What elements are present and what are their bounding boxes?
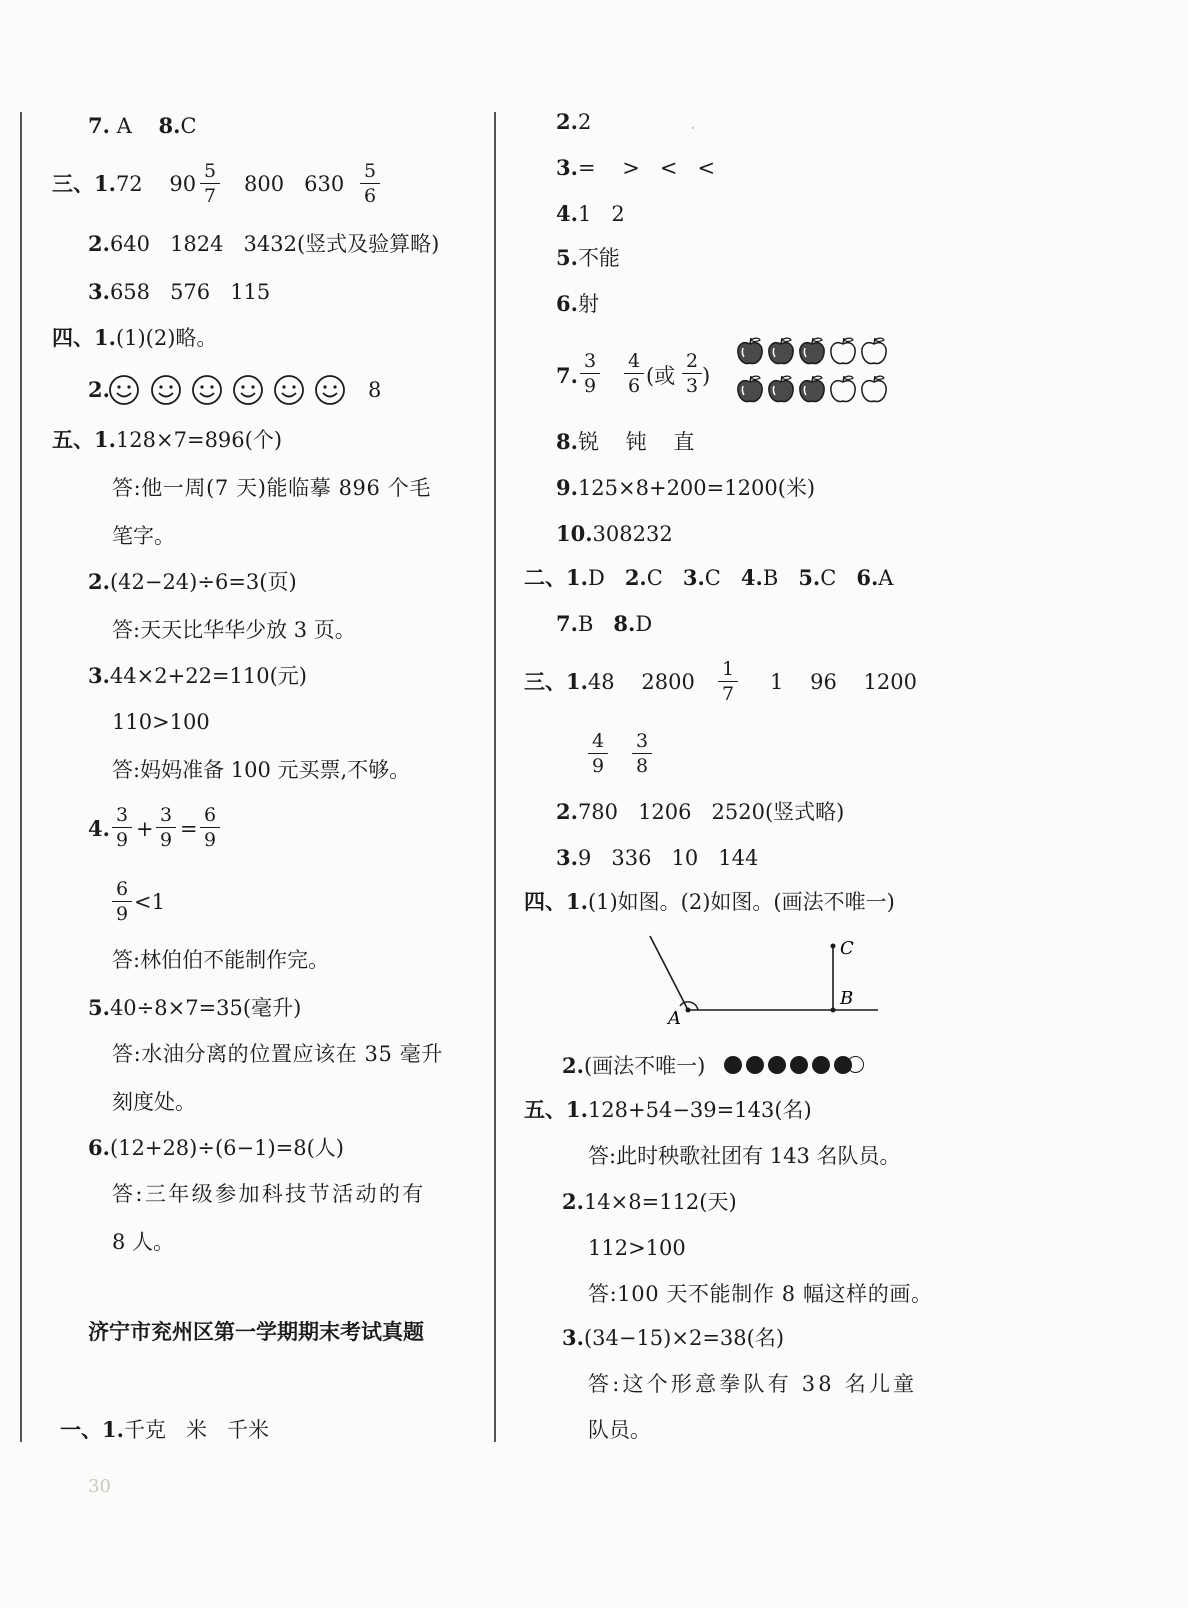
right-line-19: 答:此时秧歌社团有 143 名队员。	[588, 1144, 901, 1168]
fraction: $\frac{3}{8}$	[632, 730, 652, 777]
apple-icon	[829, 336, 857, 366]
filled-dot	[768, 1056, 786, 1074]
right-line-17: 2.(画法不唯一)	[562, 1053, 706, 1078]
right-line-18: 五、1.128+54−39=143(名)	[524, 1097, 812, 1122]
left-line-18: 5.40÷8×7=35(毫升)	[88, 995, 302, 1020]
apple-icon	[798, 374, 826, 404]
left-line-21: 6.(12+28)÷(6−1)=8(人)	[88, 1135, 345, 1160]
fraction: $\frac{4}{9}$	[588, 730, 608, 777]
right-line-12: 三、1.48 2800	[524, 669, 695, 694]
right-line-9: 10.308232	[556, 521, 673, 546]
right-line-22: 答:100 天不能制作 8 幅这样的画。	[588, 1282, 933, 1306]
left-line-9: 笔字。	[112, 524, 175, 548]
apple-icon	[767, 374, 795, 404]
smiley-icon	[150, 374, 182, 406]
right-line-14: 2.780 1206 2520(竖式略)	[556, 799, 845, 824]
right-line-6-label: 7.	[556, 363, 578, 388]
fraction: $\frac{3}{9}$	[580, 350, 600, 397]
fraction: $\frac{2}{3}$	[682, 350, 702, 397]
page-number: 30	[88, 1476, 111, 1497]
right-line-20: 2.14×8=112(天)	[562, 1189, 737, 1214]
left-line-4: 3.658 576 115	[88, 279, 271, 304]
right-line-2: 3.= > < <	[556, 155, 716, 180]
right-line-15: 3.9 336 10 144	[556, 845, 759, 870]
left-line-6-label: 2.	[88, 377, 110, 402]
left-line-17: 答:林伯伯不能制作完。	[112, 948, 330, 972]
right-line-1: 2.2	[556, 109, 592, 134]
column-divider	[494, 112, 496, 1442]
left-line-5: 四、1.(1)(2)略。	[52, 325, 218, 350]
filled-dot	[724, 1056, 742, 1074]
left-line-23: 8 人。	[112, 1230, 175, 1254]
left-line-20: 刻度处。	[112, 1090, 196, 1114]
point-label-a: A	[668, 1008, 681, 1028]
smiley-icon	[314, 374, 346, 406]
right-line-16: 四、1.(1)如图。(2)如图。(画法不唯一)	[524, 889, 895, 914]
right-line-11: 7.B 8.D	[556, 611, 653, 636]
left-line-19: 答:水油分离的位置应该在 35 毫升	[112, 1042, 443, 1066]
right-line-25: 队员。	[588, 1418, 651, 1442]
left-line-2: 三、1.72 90	[52, 171, 197, 196]
right-line-5: 6.射	[556, 291, 599, 316]
fraction: $\frac{6}{9}$	[200, 804, 220, 851]
left-line-1: 7. A 8.C	[88, 113, 197, 138]
left-line-3: 2.640 1824 3432(竖式及验算略)	[88, 231, 440, 256]
left-line-16: <1	[134, 890, 165, 914]
fraction: $\frac{3}{9}$	[156, 804, 176, 851]
left-line-13: 110>100	[112, 710, 210, 734]
apple-icon	[736, 336, 764, 366]
fraction: $\frac{5}{7}$	[200, 160, 220, 207]
right-line-23: 3.(34−15)×2=38(名)	[562, 1325, 785, 1350]
right-line-7: 8.锐 钝 直	[556, 429, 695, 454]
left-line-14: 答:妈妈准备 100 元买票,不够。	[112, 758, 411, 782]
right-line-10: 二、1.D 2.C 3.C 4.B 5.C 6.A	[524, 565, 894, 590]
right-line-8: 9.125×8+200=1200(米)	[556, 475, 816, 500]
left-line-12: 3.44×2+22=110(元)	[88, 663, 307, 688]
angle-figure	[630, 928, 890, 1028]
section-title: 济宁市兖州区第一学期期末考试真题	[88, 1319, 424, 1344]
right-line-24: 答:这个形意拳队有 38 名儿童	[588, 1372, 918, 1396]
hollow-dot	[847, 1056, 864, 1073]
left-margin-rule	[20, 112, 22, 1442]
left-line-6-answer: 8	[368, 378, 382, 402]
right-line-3: 4.1 2	[556, 201, 625, 226]
apple-icon	[860, 374, 888, 404]
point-label-b: B	[840, 988, 854, 1009]
fraction: $\frac{5}{6}$	[360, 160, 380, 207]
fraction: $\frac{6}{9}$	[112, 878, 132, 925]
apple-icon	[860, 336, 888, 366]
apple-icon	[767, 336, 795, 366]
right-line-21: 112>100	[588, 1236, 686, 1260]
left-line-7: 五、1.128×7=896(个)	[52, 427, 283, 452]
fraction: $\frac{3}{9}$	[112, 804, 132, 851]
fraction: $\frac{1}{7}$	[718, 658, 738, 705]
left-line-10: 2.(42−24)÷6=3(页)	[88, 569, 297, 594]
fraction: $\frac{4}{6}$	[624, 350, 644, 397]
left-line-22: 答:三年级参加科技节活动的有	[112, 1182, 426, 1206]
smiley-icon	[108, 374, 140, 406]
point-label-c: C	[840, 938, 854, 959]
filled-dot	[746, 1056, 764, 1074]
apple-icon	[736, 374, 764, 404]
left-line-15-label: 4.	[88, 816, 110, 841]
left-line-11: 答:天天比华华少放 3 页。	[112, 618, 356, 642]
apple-icon	[798, 336, 826, 366]
left-line-8: 答:他一周(7 天)能临摹 896 个毛	[112, 476, 431, 500]
smiley-icon	[232, 374, 264, 406]
filled-dot	[790, 1056, 808, 1074]
right-line-4: 5.不能	[556, 245, 620, 270]
smiley-icon	[191, 374, 223, 406]
apple-icon	[829, 374, 857, 404]
left-line-25: 一、1.千克 米 千米	[60, 1417, 269, 1442]
smiley-icon	[273, 374, 305, 406]
filled-dot	[812, 1056, 830, 1074]
